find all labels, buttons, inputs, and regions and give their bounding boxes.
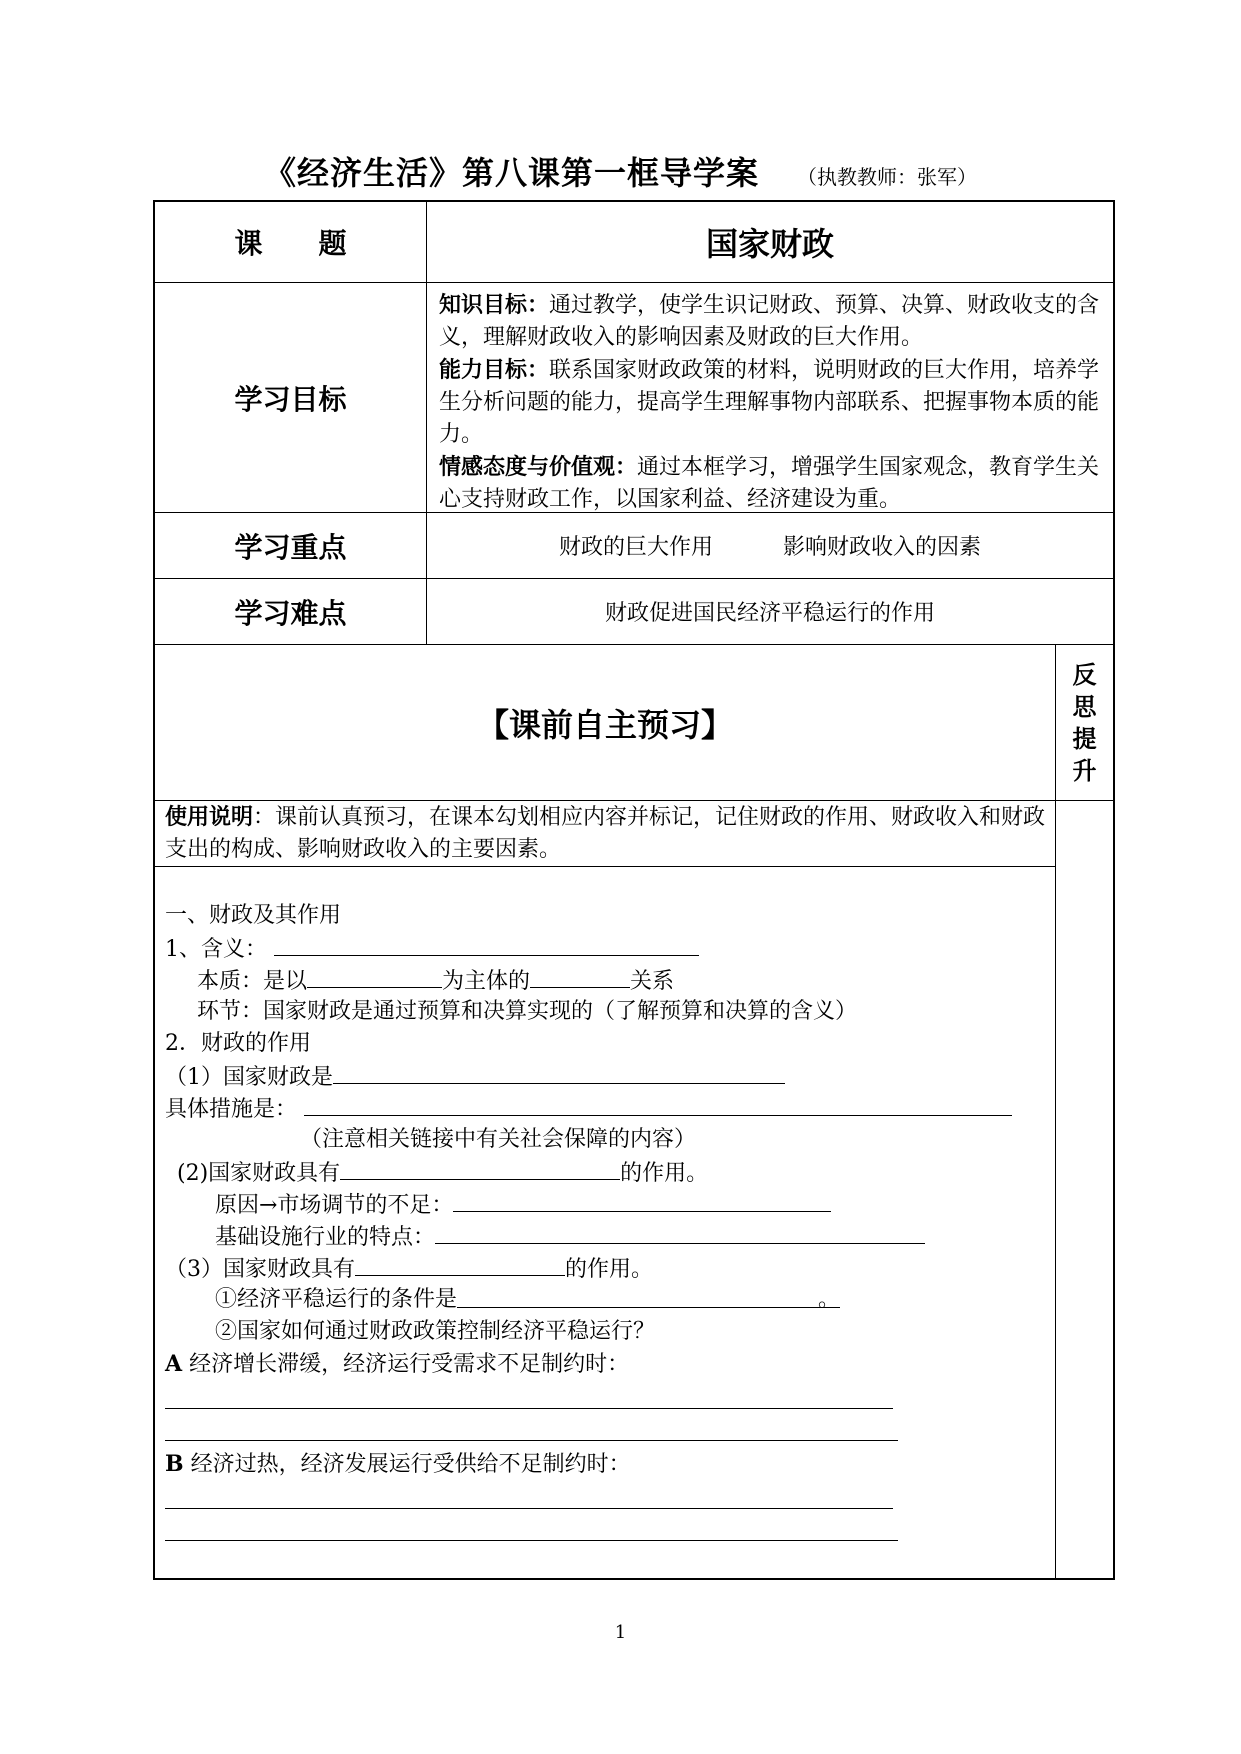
- fill-blank[interactable]: [307, 965, 442, 988]
- difficulty-label: 学习难点: [234, 596, 347, 630]
- fill-blank[interactable]: [333, 1061, 785, 1084]
- fill-blank[interactable]: [274, 933, 699, 956]
- section-heading: 一、财政及其作用: [165, 903, 342, 928]
- teacher-note: （执教教师：张军）: [797, 165, 977, 189]
- reflection-label: 反 思 提 升: [1072, 660, 1097, 785]
- role-two-line: (2)国家财政具有 的作用。: [177, 1157, 708, 1189]
- case-b-line: B 经济过热，经济发展运行受供给不足制约时：: [165, 1451, 631, 1477]
- measures-line: 具体措施是：: [165, 1093, 1012, 1125]
- definition-line: 1、含义：: [165, 933, 699, 965]
- document-title: 《经济生活》第八课第一框导学案: [263, 154, 759, 192]
- answer-line[interactable]: [165, 1540, 898, 1541]
- lesson-table: [153, 200, 1115, 1580]
- fill-blank[interactable]: 。: [457, 1285, 840, 1308]
- subsection-heading: 2．财政的作用: [165, 1031, 311, 1056]
- fill-blank[interactable]: [453, 1189, 831, 1212]
- answer-line[interactable]: [165, 1408, 893, 1409]
- fill-blank[interactable]: [304, 1093, 1012, 1116]
- question-line: ②国家如何通过财政政策控制经济平稳运行？: [215, 1319, 656, 1344]
- fill-blank[interactable]: [435, 1221, 925, 1244]
- role-one-line: （1）国家财政是: [165, 1061, 785, 1093]
- topic-label: 课 题: [234, 227, 347, 260]
- note-line: （注意相关链接中有关社会保障的内容）: [300, 1127, 697, 1152]
- goals-content: [427, 283, 1113, 512]
- exercise-area: [155, 867, 1055, 1580]
- goals-label: 学习目标: [234, 382, 347, 416]
- answer-line[interactable]: [165, 1440, 898, 1441]
- difficulty-value: 财政促进国民经济平稳运行的作用: [604, 601, 935, 626]
- goal-knowledge: 知识目标：通过教学，使学生识记财政、预算、决算、财政收支的含义，理解财政收入的影响因素及财政的巨大作用。: [439, 292, 1100, 350]
- document-title-row: [0, 148, 1241, 194]
- fill-blank[interactable]: [530, 965, 630, 988]
- link-line: 环节：国家财政是通过预算和决算实现的（了解预算和决算的含义）: [197, 999, 858, 1024]
- keypoints-value: 财政的巨大作用 影响财政收入的因素: [558, 535, 982, 560]
- essence-line: 本质：是以 为主体的 关系: [197, 965, 674, 997]
- answer-line[interactable]: [165, 1508, 893, 1509]
- role-three-line: （3）国家财政具有 的作用。: [165, 1253, 653, 1285]
- reason-line: 原因→市场调节的不足：: [215, 1189, 831, 1221]
- condition-line: ①经济平稳运行的条件是 。: [215, 1287, 841, 1312]
- preview-title: 【课前自主预习】: [476, 705, 733, 744]
- goal-attitude: 情感态度与价值观：通过本框学习，增强学生国家观念，教育学生关心支持财政工作，以国家利益、经济建设为重。: [439, 454, 1100, 512]
- fill-blank[interactable]: [355, 1253, 565, 1276]
- keypoints-label: 学习重点: [234, 530, 347, 564]
- topic-value: 国家财政: [705, 225, 834, 263]
- infrastructure-line: 基础设施行业的特点：: [215, 1221, 925, 1253]
- fill-blank[interactable]: [340, 1157, 620, 1180]
- page-number: 1: [614, 1622, 627, 1643]
- usage-instructions: 使用说明：课前认真预习，在课本勾划相应内容并标记，记住财政的作用、财政收入和财政支出的构成、影响财政收入的主要因素。: [165, 804, 1046, 862]
- case-a-line: A 经济增长滞缓，经济运行受需求不足制约时：: [165, 1351, 630, 1377]
- goal-ability: 能力目标：联系国家财政政策的材料，说明财政的巨大作用，培养学生分析问题的能力，提高学生理解事物内部联系、把握事物本质的能力。: [439, 357, 1100, 447]
